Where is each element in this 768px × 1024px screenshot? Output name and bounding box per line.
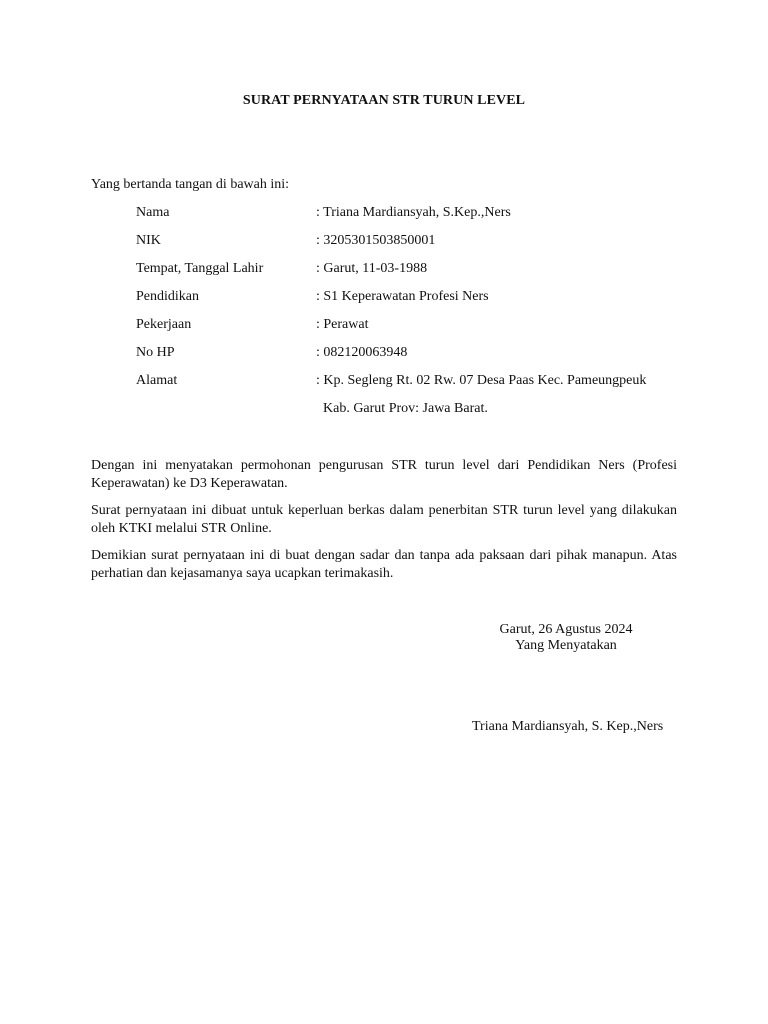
signer-name: Triana Mardiansyah, S. Kep.,Ners bbox=[472, 719, 664, 734]
paragraph-statement: Dengan ini menyatakan permohonan pengurusan STR turun level dari Pendidikan Ners (Profesi Keperawatan) ke D3 Keperawatan. bbox=[91, 458, 677, 491]
field-row-alamat bbox=[0, 373, 768, 393]
field-label: NIK bbox=[136, 233, 161, 248]
closing-label: Yang Menyatakan bbox=[515, 638, 617, 653]
field-label: Nama bbox=[136, 205, 170, 220]
field-row-nama bbox=[0, 205, 768, 225]
field-label: Alamat bbox=[136, 373, 178, 388]
field-label: No HP bbox=[136, 345, 175, 360]
intro-text: Yang bertanda tangan di bawah ini: bbox=[91, 177, 290, 192]
address-continuation: Kab. Garut Prov: Jawa Barat. bbox=[323, 401, 488, 416]
field-row-nik bbox=[0, 233, 768, 253]
field-row-alamat-continued bbox=[0, 401, 768, 421]
paragraph-purpose: Surat pernyataan ini dibuat untuk keperluan berkas dalam penerbitan STR turun level yang dilakukan oleh KTKI melalui STR Online. bbox=[91, 503, 677, 536]
field-row-pendidikan bbox=[0, 289, 768, 309]
document-title: SURAT PERNYATAAN STR TURUN LEVEL bbox=[242, 93, 526, 108]
field-value: : Kp. Segleng Rt. 02 Rw. 07 Desa Paas Kec. Pameungpeuk bbox=[316, 373, 647, 388]
field-value: : Garut, 11-03-1988 bbox=[316, 261, 428, 276]
place-date: Garut, 26 Agustus 2024 bbox=[499, 622, 633, 637]
field-value: : Perawat bbox=[316, 317, 369, 332]
field-label: Tempat, Tanggal Lahir bbox=[136, 261, 264, 276]
field-row-nohp bbox=[0, 345, 768, 365]
field-label: Pendidikan bbox=[136, 289, 199, 304]
paragraph-closing: Demikian surat pernyataan ini di buat dengan sadar dan tanpa ada paksaan dari pihak manapun. Atas perhatian dan kejasamanya saya ucapkan terimakasih. bbox=[91, 548, 677, 581]
field-value: : S1 Keperawatan Profesi Ners bbox=[316, 289, 489, 304]
field-value: : 3205301503850001 bbox=[316, 233, 436, 248]
field-value: : 082120063948 bbox=[316, 345, 408, 360]
field-label: Pekerjaan bbox=[136, 317, 192, 332]
field-row-pekerjaan bbox=[0, 317, 768, 337]
field-row-ttl bbox=[0, 261, 768, 281]
field-value: : Triana Mardiansyah, S.Kep.,Ners bbox=[316, 205, 511, 220]
